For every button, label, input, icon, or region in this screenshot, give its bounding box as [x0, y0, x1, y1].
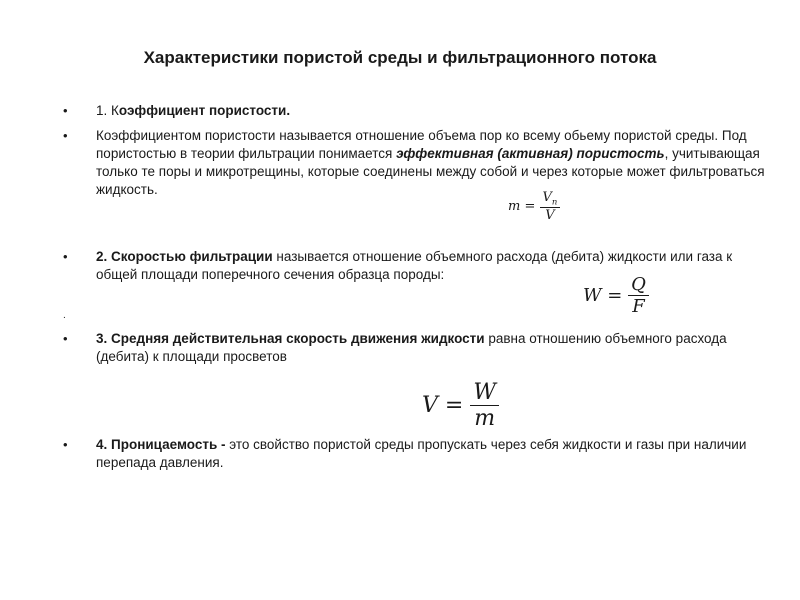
formula-3-equals: = [444, 393, 464, 418]
item-3 [96, 330, 768, 366]
formula-2-lhs: W [583, 285, 602, 306]
formula-1-num-var: V [542, 190, 552, 205]
formula-1-denominator: V [545, 207, 555, 223]
formula-3-fraction [470, 380, 499, 431]
item-2 [96, 248, 768, 284]
formula-1-num-subscript: п [551, 196, 558, 207]
formula-3-denominator: m [474, 406, 496, 431]
item-2-text: называется отношение объемного расхода (дебита) жидкости или газа к общей площади поперечного сечения образца породы: [96, 249, 733, 282]
bullet-4: • [63, 331, 68, 346]
bullet-3: • [63, 249, 68, 264]
item-1-number: 1. К [96, 103, 119, 118]
porosity-definition: Коэффициентом пористости называется отношение объема пор ко всему обьему пористой среды. Под пористостью в теории фильтрации понимается [96, 128, 747, 161]
item-1-heading [96, 102, 768, 120]
formula-actual-velocity [422, 380, 499, 431]
bullet-2: • [63, 128, 68, 143]
formula-1-numerator [540, 190, 561, 208]
item-4-title: 4. Проницаемость - [96, 437, 226, 452]
formula-porosity [508, 190, 560, 223]
formula-filtration-velocity [583, 274, 649, 317]
bullet-5: • [63, 437, 68, 452]
formula-1-fraction [540, 190, 561, 223]
formula-2-denominator: F [632, 296, 645, 317]
effective-porosity-term: эффективная (активная) пористость [396, 146, 665, 161]
porosity-explanation: , учитывающая только те поры и микротрещины, которые соединены между собой и через которые может фильтроваться жидкость. [96, 146, 765, 197]
stray-dot: . [63, 310, 66, 321]
bullet-1: • [63, 103, 68, 118]
formula-3-numerator: W [470, 380, 499, 406]
item-4-text: это свойство пористой среды пропускать через себя жидкости и газы при наличии перепада давления. [96, 437, 747, 470]
formula-3-lhs: V [422, 393, 438, 418]
formula-2-equals: = [607, 285, 623, 306]
item-1-title: оэффициент пористости. [118, 103, 291, 118]
formula-2-numerator: Q [628, 274, 649, 296]
formula-1-equals: = [524, 198, 536, 214]
formula-1-lhs: m [508, 198, 521, 214]
item-3-text: равна отношению объемного расхода (дебита) к площади просветов [96, 331, 727, 364]
item-1-body [96, 127, 768, 199]
item-4 [96, 436, 768, 472]
item-3-title: 3. Средняя действительная скорость движения жидкости [96, 331, 485, 346]
item-2-title: 2. Скоростью фильтрации [96, 249, 273, 264]
formula-2-fraction [628, 274, 649, 317]
slide-title: Характеристики пористой среды и фильтрационного потока [143, 48, 657, 67]
